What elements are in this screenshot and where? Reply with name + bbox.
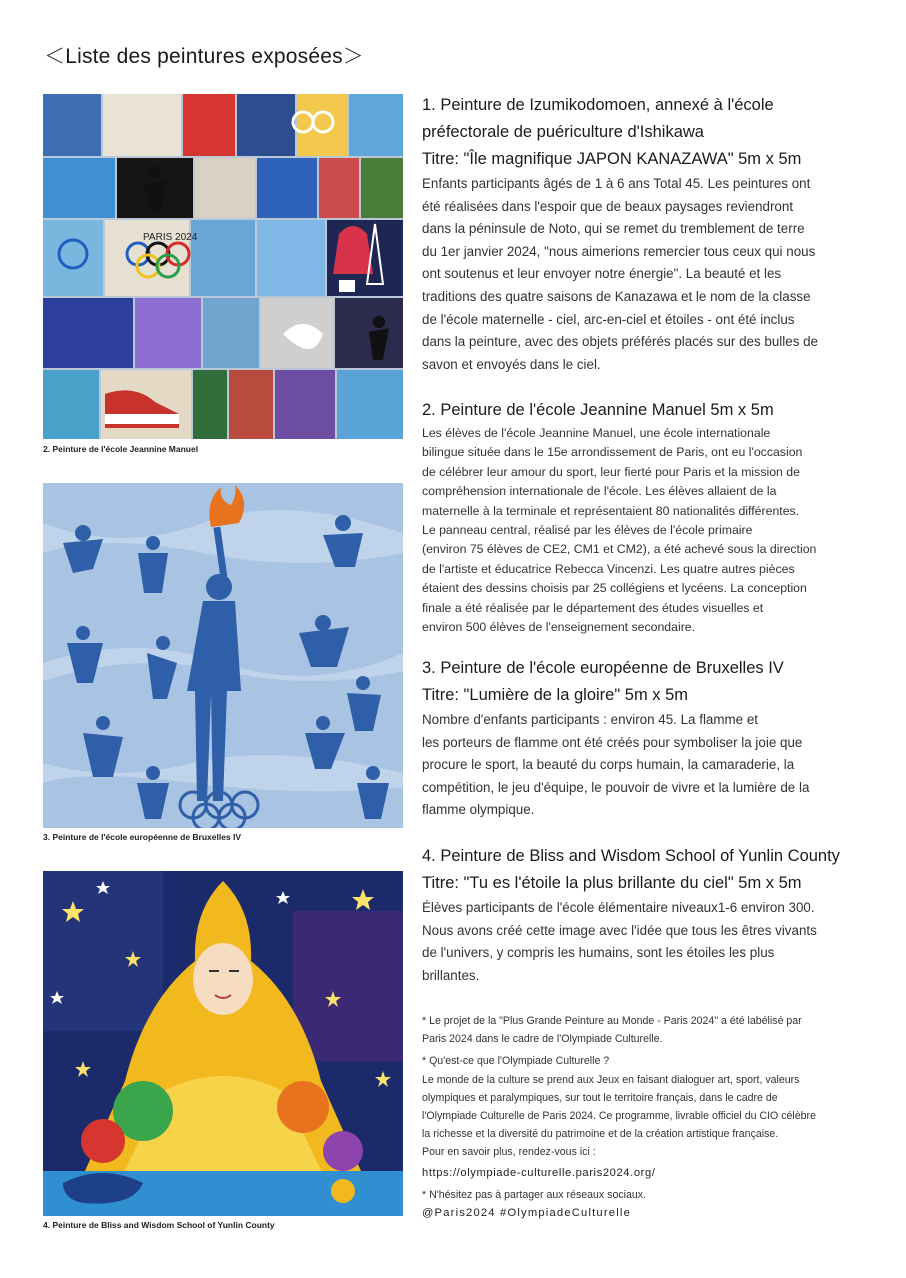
painting-2-desc-line: environ 500 élèves de l'enseignement secondaire. <box>422 620 696 635</box>
olympiade-text-line: la richesse et la diversité du patrimoine et de la création artistique française. <box>422 1128 779 1141</box>
painting-2-desc-line: bilingue située dans le 15e arrondissement de Paris, ont eu l'occasion <box>422 445 803 460</box>
painting-4-section <box>422 843 870 987</box>
painting-4-desc-line: de l'univers, y compris les humains, sont les étoiles les plus <box>422 945 775 961</box>
painting-4-heading: 4. Peinture de Bliss and Wisdom School of Yunlin County <box>422 847 840 865</box>
painting-1-desc-line: savon et envoyés dans le ciel. <box>422 356 601 372</box>
olympiade-text-line: Le monde de la culture se prend aux Jeux en faisant dialoguer art, sport, valeurs <box>422 1073 800 1086</box>
notes-section <box>422 1012 870 1222</box>
painting-4-desc-line: Élèves participants de l'école élémentaire niveaux1-6 environ 300. <box>422 900 815 915</box>
painting-image-yunlin <box>43 871 403 1216</box>
painting-2-desc-line: (environ 75 élèves de CE2, CM1 et CM2), a été achevé sous la direction <box>422 542 817 557</box>
label-note-line2: Paris 2024 dans le cadre de l'Olympiade Culturelle. <box>422 1033 663 1046</box>
painting-1-heading-line1: 1. Peinture de Izumikodomoen, annexé à l'école <box>422 96 774 114</box>
painting-3-desc-line: Nombre d'enfants participants : environ 45. La flamme et <box>422 712 759 727</box>
painting-1-title: Titre: "Île magnifique JAPON KANAZAWA" 5m x 5m <box>422 150 802 168</box>
painting-4-title: Titre: "Tu es l'étoile la plus brillante du ciel" 5m x 5m <box>422 874 802 892</box>
olympiade-text-line: olympiques et paralympiques, sur tout le territoire français, dans le cadre de <box>422 1091 778 1104</box>
painting-2-desc-line: de célébrer leur amour du sport, leur fierté pour Paris et la mission de <box>422 464 800 479</box>
painting-4-desc-line: brillantes. <box>422 967 480 983</box>
share-note: * N'hésitez pas à partager aux réseaux sociaux. <box>422 1188 647 1201</box>
painting-3-desc-line: flamme olympique. <box>422 802 535 818</box>
painting-1-desc-line: Enfants participants âgés de 1 à 6 ans Total 45. Les peintures ont <box>422 176 811 191</box>
caption-painting-2: 2. Peinture de l'école Jeannine Manuel <box>43 444 199 454</box>
painting-2-desc-line: Le panneau central, réalisé par les élèves de l'école primaire <box>422 523 753 538</box>
olympiade-url-link[interactable]: https://olympiade-culturelle.paris2024.org/ <box>422 1166 656 1179</box>
painting-2-desc-line: Les élèves de l'école Jeannine Manuel, une école internationale <box>422 426 771 440</box>
painting-image-jeannine-manuel <box>43 94 403 439</box>
social-tags: @Paris2024 #OlympiadeCulturelle <box>422 1207 631 1220</box>
collage-artwork <box>43 94 403 439</box>
painting-1-desc-line: traditions des quatre saisons de Kanazawa et le nom de la classe <box>422 288 811 304</box>
olympiade-text-line: Pour en savoir plus, rendez-vous ici : <box>422 1146 596 1159</box>
starry-artwork <box>43 871 403 1216</box>
painting-2-desc-line: de l'artiste et éducatrice Rebecca Vincenzi. Les quatre autres pièces <box>422 561 795 576</box>
label-note-line1: * Le projet de la "Plus Grande Peinture au Monde - Paris 2024" a été labélisé par <box>422 1015 802 1027</box>
painting-2-desc-line: compréhension internationale de l'école. Les élèves allaient de la <box>422 484 777 499</box>
olympiade-text-line: l'Olympiade Culturelle de Paris 2024. Ce programme, livrable officiel du CIO célèbre <box>422 1110 816 1123</box>
painting-3-desc-line: compétition, le jeu d'équipe, le pouvoir de vivre et la lumière de la <box>422 779 810 795</box>
painting-2-heading: 2. Peinture de l'école Jeannine Manuel 5m x 5m <box>422 401 774 419</box>
painting-2-desc-line: maternelle à la terminale et représentaient 80 nationalités différentes. <box>422 503 800 518</box>
painting-1-desc-line: du 1er janvier 2024, "nous aimerions remercier tous ceux qui nous <box>422 243 816 259</box>
page-title: ＜Liste des peintures exposées＞ <box>44 45 365 68</box>
painting-2-desc-line: finale a été réalisée par le département des études visuelles et <box>422 600 764 615</box>
painting-1-section <box>422 92 870 376</box>
olympiade-question: * Qu'est-ce que l'Olympiade Culturelle ? <box>422 1055 610 1068</box>
painting-1-desc-line: de l'école maternelle - ciel, arc-en-ciel et étoiles - ont été inclus <box>422 311 795 327</box>
svg-text:PARIS 2024: PARIS 2024 <box>143 232 198 243</box>
caption-painting-4: 4. Peinture de Bliss and Wisdom School of Yunlin County <box>43 1220 275 1230</box>
painting-1-desc-line: dans la peinture, avec des objets préférés placés sur des bulles de <box>422 334 819 350</box>
painting-3-heading: 3. Peinture de l'école européenne de Bruxelles IV <box>422 659 784 677</box>
painting-3-desc-line: procure le sport, la beauté du corps humain, la camaraderie, la <box>422 757 795 773</box>
painting-1-desc-line: dans la péninsule de Noto, qui se remet du tremblement de terre <box>422 221 805 237</box>
painting-2-desc-line: étaient des dessins choisis par 25 collégiens et lycéens. La conception <box>422 581 807 596</box>
painting-3-title: Titre: "Lumière de la gloire" 5m x 5m <box>422 686 689 704</box>
caption-painting-3: 3. Peinture de l'école européenne de Bruxelles IV <box>43 832 242 842</box>
torch-artwork <box>43 483 403 828</box>
painting-3-section <box>422 655 870 822</box>
painting-1-desc-line: ont soutenus et leur envoyer notre énergie". La beauté et les <box>422 266 782 282</box>
painting-4-desc-line: Nous avons créé cette image avec l'idée que tous les êtres vivants <box>422 922 817 938</box>
painting-2-section <box>422 397 870 637</box>
painting-3-desc-line: les porteurs de flamme ont été créés pour symboliser la joie que <box>422 734 803 750</box>
painting-image-bruxelles <box>43 483 403 828</box>
painting-1-heading-line2: préfectorale de puériculture d'Ishikawa <box>422 123 704 141</box>
painting-1-desc-line: été réalisées dans l'espoir que de beaux paysages reviendront <box>422 198 794 214</box>
